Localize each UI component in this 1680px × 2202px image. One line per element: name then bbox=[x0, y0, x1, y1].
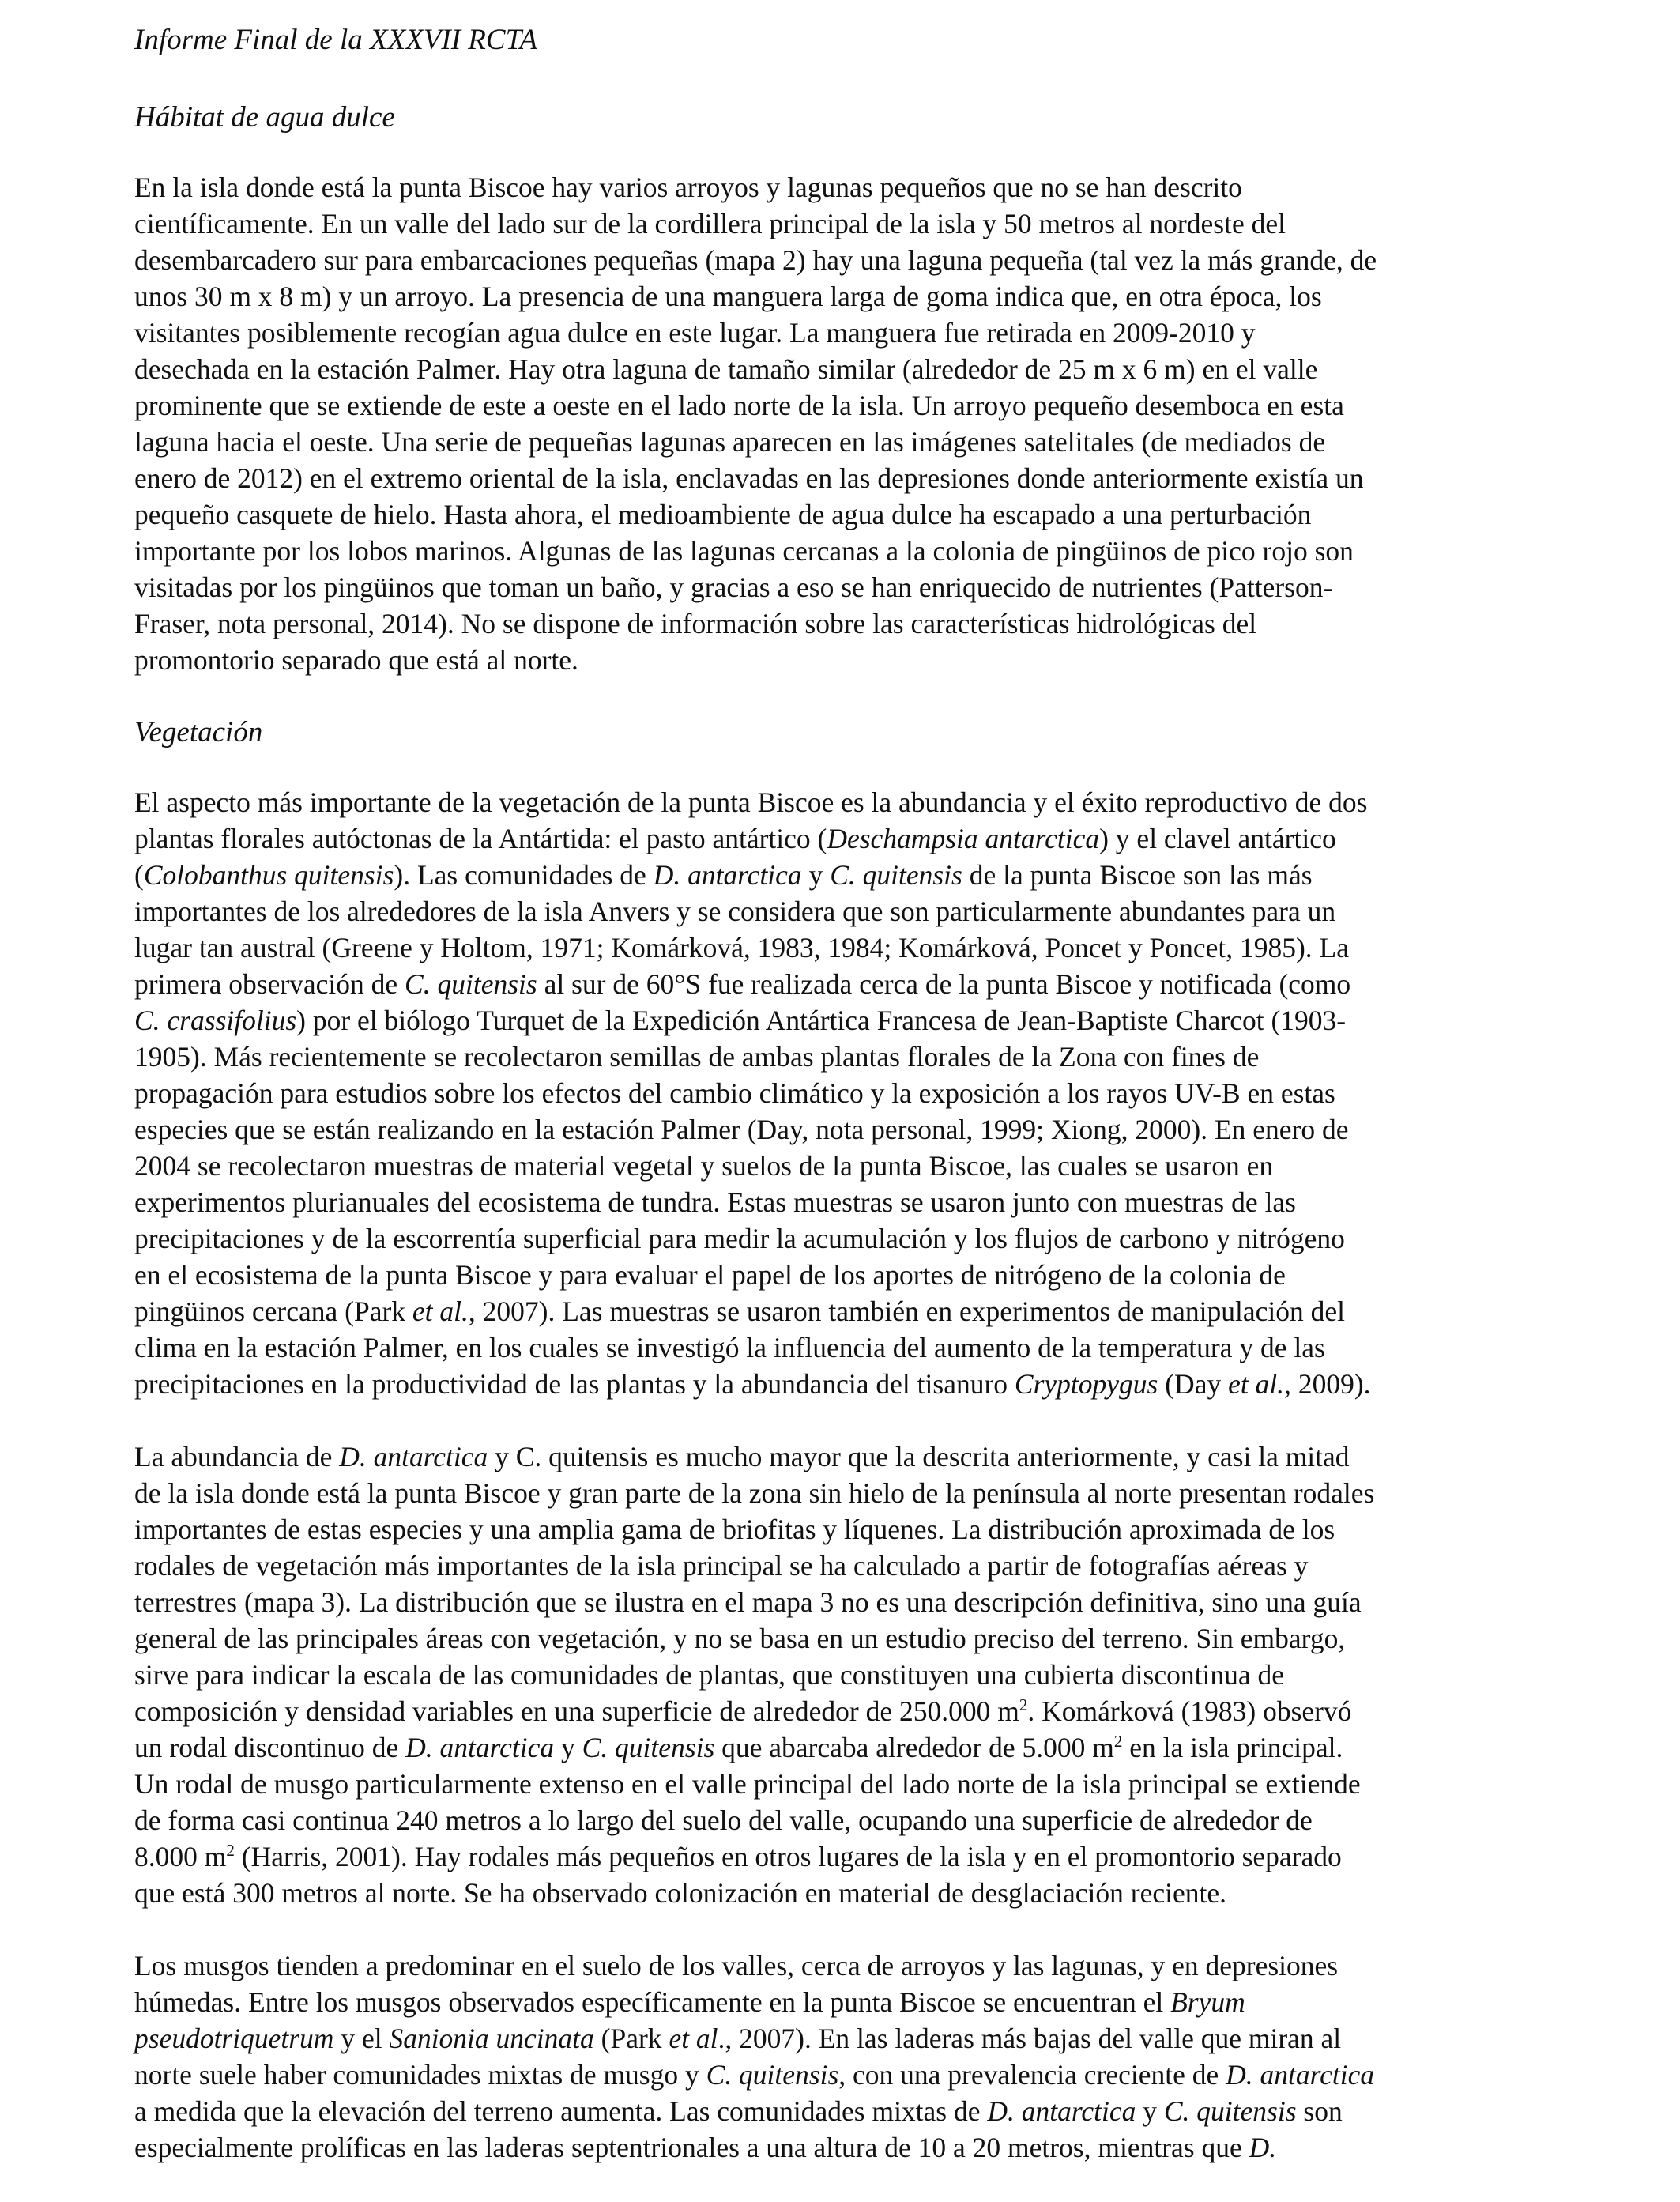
text-line bbox=[134, 1732, 1343, 1763]
text-line bbox=[134, 1223, 1345, 1254]
text-run: de la punta Biscoe son las más bbox=[962, 859, 1313, 891]
text-run: que está 300 metros al norte. Se ha observado colonización en material de desglaciación reciente. bbox=[134, 1877, 1226, 1909]
text-line bbox=[134, 896, 1335, 927]
text-run: especialmente prolíficas en las laderas septentrionales a una altura de 10 a 20 metros, mientras que bbox=[134, 2132, 1249, 2163]
italic-text: C. crassifolius bbox=[134, 1005, 297, 1036]
body-paragraph bbox=[134, 1438, 1557, 1911]
text-run: , con una prevalencia creciente de bbox=[838, 2059, 1226, 2091]
text-run: primera observación de bbox=[134, 968, 405, 1000]
text-run: 8.000 m bbox=[134, 1841, 227, 1872]
italic-text: pseudotriquetrum bbox=[134, 2023, 334, 2054]
text-line bbox=[134, 2132, 1276, 2163]
text-line bbox=[134, 2059, 1374, 2091]
text-run: y C. quitensis es mucho mayor que la descrita anteriormente, y casi la mitad bbox=[488, 1441, 1350, 1472]
text-run: y bbox=[554, 1732, 582, 1763]
text-run: ( bbox=[134, 859, 144, 891]
text-run: en el ecosistema de la punta Biscoe y para evaluar el papel de los aportes de nitrógeno de la colonia de bbox=[134, 1259, 1286, 1291]
italic-text: C. quitensis bbox=[1163, 2095, 1297, 2127]
text-line bbox=[134, 244, 1377, 276]
text-run: especies que se están realizando en la estación Palmer (Day, nota personal, 1999; Xiong, 2000). En enero de bbox=[134, 1114, 1349, 1145]
text-run: en la isla principal. bbox=[1122, 1732, 1343, 1763]
text-run: importantes de estas especies y una amplia gama de briofitas y líquenes. La distribución aproximada de los bbox=[134, 1514, 1335, 1545]
text-run: Un rodal de musgo particularmente extenso en el valle principal del lado norte de la isla principal se extiende bbox=[134, 1768, 1361, 1800]
text-run: general de las principales áreas con vegetación, y no se basa en un estudio preciso del terreno. Sin embargo, bbox=[134, 1623, 1346, 1654]
text-run: composición y densidad variables en una superficie de alrededor de 250.000 m bbox=[134, 1695, 1019, 1727]
document-body bbox=[134, 100, 1557, 2166]
text-run: plantas florales autóctonas de la Antártida: el pasto antártico ( bbox=[134, 823, 827, 854]
text-run: visitantes posiblemente recogían agua dulce en este lugar. La manguera fue retirada en 2009-2010 y bbox=[134, 317, 1256, 349]
text-line bbox=[134, 499, 1311, 530]
text-run: visitadas por los pingüinos que toman un baño, y gracias a eso se han enriquecido de nutrientes (Patterson- bbox=[134, 571, 1333, 603]
body-paragraph bbox=[134, 784, 1557, 1402]
text-run: promontorio separado que está al norte. bbox=[134, 644, 578, 676]
text-line bbox=[134, 932, 1349, 963]
text-run: pequeño casquete de hielo. Hasta ahora, el medioambiente de agua dulce ha escapado a una perturbación bbox=[134, 499, 1312, 530]
text-line bbox=[134, 1441, 1350, 1472]
text-run: (Park bbox=[593, 2023, 669, 2054]
text-run: (Harris, 2001). Hay rodales más pequeños en otros lugares de la isla y en el promontorio separado bbox=[234, 1841, 1342, 1872]
text-line bbox=[134, 1804, 1313, 1836]
text-line bbox=[134, 535, 1354, 567]
text-run: laguna hacia el oeste. Una serie de pequeñas lagunas aparecen en las imágenes satelitales (de mediados de bbox=[134, 426, 1326, 458]
italic-text: D. antarctica bbox=[339, 1441, 488, 1472]
text-line bbox=[134, 1368, 1371, 1400]
text-line bbox=[134, 172, 1242, 203]
text-line bbox=[134, 1695, 1352, 1727]
text-run: propagación para estudios sobre los efectos del cambio climático y la exposición a los rayos UV-B en estas bbox=[134, 1077, 1335, 1109]
text-run: , 2007). Las muestras se usaron también en experimentos de manipulación del bbox=[468, 1295, 1345, 1327]
text-run: terrestres (mapa 3). La distribución que se ilustra en el mapa 3 no es una descripción definitiva, sino una guía bbox=[134, 1586, 1362, 1618]
text-line bbox=[134, 1041, 1259, 1073]
text-run: precipitaciones y de la escorrentía superficial para medir la acumulación y los flujos de carbono y nitrógeno bbox=[134, 1223, 1345, 1254]
text-line bbox=[134, 1550, 1308, 1582]
document-page bbox=[134, 22, 1557, 2202]
text-run: rodales de vegetación más importantes de la isla principal se ha calculado a partir de fotografías aéreas y bbox=[134, 1550, 1309, 1582]
text-line bbox=[134, 1586, 1362, 1618]
text-run: . Komárková (1983) observó bbox=[1027, 1695, 1352, 1727]
text-run: ) por el biólogo Turquet de la Expedición Antártica Francesa de Jean-Baptiste Charcot (1903- bbox=[296, 1005, 1347, 1036]
text-line bbox=[134, 1295, 1345, 1327]
italic-text: et al., bbox=[1228, 1368, 1291, 1400]
italic-text: Sanionia uncinata bbox=[389, 2023, 594, 2054]
text-run: 2009). bbox=[1290, 1368, 1371, 1400]
text-run: Fraser, nota personal, 2014). No se dispone de información sobre las características hidrológicas del bbox=[134, 608, 1257, 639]
text-run: experimentos plurianuales del ecosistema de tundra. Estas muestras se usaron junto con muestras de las bbox=[134, 1186, 1296, 1218]
text-line bbox=[134, 1477, 1374, 1509]
italic-text: C. quitensis bbox=[405, 968, 537, 1000]
text-line bbox=[134, 317, 1255, 349]
text-line bbox=[134, 786, 1367, 818]
text-run: a medida que la elevación del terreno aumenta. Las comunidades mixtas de bbox=[134, 2095, 988, 2127]
running-header: Informe Final de la XXXVII RCTA bbox=[134, 24, 538, 56]
text-line bbox=[134, 281, 1322, 312]
text-run: importante por los lobos marinos. Algunas de las lagunas cercanas a la colonia de pingüinos de pico rojo son bbox=[134, 535, 1354, 567]
text-run: de forma casi continua 240 metros a lo largo del suelo del valle, ocupando una superficie de alrededor de bbox=[134, 1804, 1313, 1836]
italic-text: D. antarctica bbox=[987, 2095, 1136, 2127]
text-run: al sur de 60°S fue realizada cerca de la punta Biscoe y notificada (como bbox=[537, 968, 1351, 1000]
text-line bbox=[134, 2023, 1341, 2054]
text-run: un rodal discontinuo de bbox=[134, 1732, 406, 1763]
italic-text: C. quitensis bbox=[830, 859, 962, 891]
text-line bbox=[134, 644, 578, 676]
text-line bbox=[134, 426, 1325, 458]
text-line bbox=[134, 1259, 1286, 1291]
text-run: norte suele haber comunidades mixtas de musgo y bbox=[134, 2059, 706, 2091]
text-line bbox=[134, 1768, 1361, 1800]
text-line bbox=[134, 859, 1313, 891]
superscript: 2 bbox=[226, 1841, 235, 1861]
text-line bbox=[134, 1332, 1325, 1363]
text-run: La abundancia de bbox=[134, 1441, 340, 1472]
text-run: El aspecto más importante de la vegetación de la punta Biscoe es la abundancia y el éxito reproductivo de dos bbox=[134, 786, 1368, 818]
text-run: ) y el clavel antártico bbox=[1099, 823, 1336, 854]
text-run: Los musgos tienden a predominar en el suelo de los valles, cerca de arroyos y las lagunas, y en depresiones bbox=[134, 1950, 1339, 1981]
italic-text: C. quitensis bbox=[582, 1732, 715, 1763]
text-line bbox=[134, 1005, 1346, 1036]
text-line bbox=[134, 1623, 1345, 1654]
text-run: que abarcaba alrededor de 5.000 m bbox=[714, 1732, 1114, 1763]
italic-text: D. antarctica bbox=[1226, 2059, 1375, 2091]
italic-text: D. antarctica bbox=[405, 1732, 555, 1763]
text-run: clima en la estación Palmer, en los cuales se investigó la influencia del aumento de la temperatura y de las bbox=[134, 1332, 1325, 1363]
section-heading: Hábitat de agua dulce bbox=[134, 101, 395, 134]
text-line bbox=[134, 1150, 1273, 1182]
text-run: ). Las comunidades de bbox=[394, 859, 654, 891]
text-run: enero de 2012) en el extremo oriental de la isla, enclavadas en las depresiones donde anteriormente existía un bbox=[134, 462, 1364, 494]
text-run: científicamente. En un valle del lado sur de la cordillera principal de la isla y 50 metros al nordeste del bbox=[134, 208, 1286, 239]
text-run: precipitaciones en la productividad de las plantas y la abundancia del tisanuro bbox=[134, 1368, 1015, 1400]
text-line bbox=[134, 1986, 1245, 2018]
superscript: 2 bbox=[1113, 1732, 1123, 1751]
text-run: 2004 se recolectaron muestras de material vegetal y suelos de la punta Biscoe, las cuales se usaron en bbox=[134, 1150, 1274, 1182]
text-run: húmedas. Entre los musgos observados específicamente en la punta Biscoe se encuentran el bbox=[134, 1986, 1171, 2018]
text-line bbox=[134, 208, 1286, 239]
text-line bbox=[134, 823, 1336, 854]
text-line bbox=[134, 2095, 1343, 2127]
italic-text: Colobanthus quitensis bbox=[143, 859, 394, 891]
body-paragraph bbox=[134, 169, 1557, 678]
italic-text: D. bbox=[1249, 2132, 1277, 2163]
text-run: sirve para indicar la escala de las comunidades de plantas, que constituyen una cubierta discontinua de bbox=[134, 1659, 1284, 1691]
text-line bbox=[134, 1186, 1296, 1218]
text-run: lugar tan austral (Greene y Holtom, 1971; Komárková, 1983, 1984; Komárková, Poncet y Poncet, 1985). La bbox=[134, 932, 1349, 963]
text-line bbox=[134, 353, 1317, 385]
text-run: y bbox=[1136, 2095, 1164, 2127]
text-run: desembarcadero sur para embarcaciones pequeñas (mapa 2) hay una laguna pequeña (tal vez la más grande, de bbox=[134, 244, 1377, 276]
text-line bbox=[134, 462, 1363, 494]
text-run: pingüinos cercana (Park bbox=[134, 1295, 412, 1327]
section-heading: Vegetación bbox=[134, 716, 263, 748]
text-line bbox=[134, 608, 1256, 639]
body-paragraph bbox=[134, 1947, 1557, 2166]
italic-text: et al bbox=[669, 2023, 718, 2054]
text-line bbox=[134, 390, 1344, 421]
italic-text: Cryptopygus bbox=[1014, 1368, 1158, 1400]
italic-text: C. quitensis bbox=[706, 2059, 839, 2091]
text-run: y el bbox=[333, 2023, 390, 2054]
text-line bbox=[134, 1114, 1348, 1145]
text-line bbox=[134, 1659, 1284, 1691]
text-line bbox=[134, 571, 1332, 603]
text-run: unos 30 m x 8 m) y un arroyo. La presencia de una manguera larga de goma indica que, en otra época, los bbox=[134, 281, 1322, 312]
italic-text: et al. bbox=[412, 1295, 469, 1327]
text-run: importantes de los alrededores de la isla Anvers y se considera que son particularmente abundantes para un bbox=[134, 896, 1336, 927]
text-run: son bbox=[1296, 2095, 1343, 2127]
text-run: 1905). Más recientemente se recolectaron semillas de ambas plantas florales de la Zona con fines de bbox=[134, 1041, 1260, 1073]
text-run: desechada en la estación Palmer. Hay otra laguna de tamaño similar (alrededor de 25 m x 6 m) en el valle bbox=[134, 353, 1318, 385]
text-run: ., 2007). En las laderas más bajas del valle que miran al bbox=[718, 2023, 1342, 2054]
superscript: 2 bbox=[1019, 1695, 1028, 1715]
text-run: y bbox=[801, 859, 831, 891]
italic-text: D. antarctica bbox=[653, 859, 802, 891]
text-line bbox=[134, 1841, 1342, 1872]
text-line bbox=[134, 1514, 1335, 1545]
text-run: de la isla donde está la punta Biscoe y gran parte de la zona sin hielo de la península al norte presentan rodales bbox=[134, 1477, 1375, 1509]
text-run: En la isla donde está la punta Biscoe hay varios arroyos y lagunas pequeños que no se han descrito bbox=[134, 172, 1242, 203]
text-run: (Day bbox=[1158, 1368, 1229, 1400]
text-line bbox=[134, 1877, 1226, 1909]
text-line bbox=[134, 968, 1350, 1000]
italic-text: Bryum bbox=[1170, 1986, 1245, 2018]
text-run: prominente que se extiende de este a oeste en el lado norte de la isla. Un arroyo pequeño desemboca en esta bbox=[134, 390, 1344, 421]
text-line bbox=[134, 1077, 1335, 1109]
text-line bbox=[134, 1950, 1338, 1981]
italic-text: Deschampsia antarctica bbox=[827, 823, 1100, 854]
